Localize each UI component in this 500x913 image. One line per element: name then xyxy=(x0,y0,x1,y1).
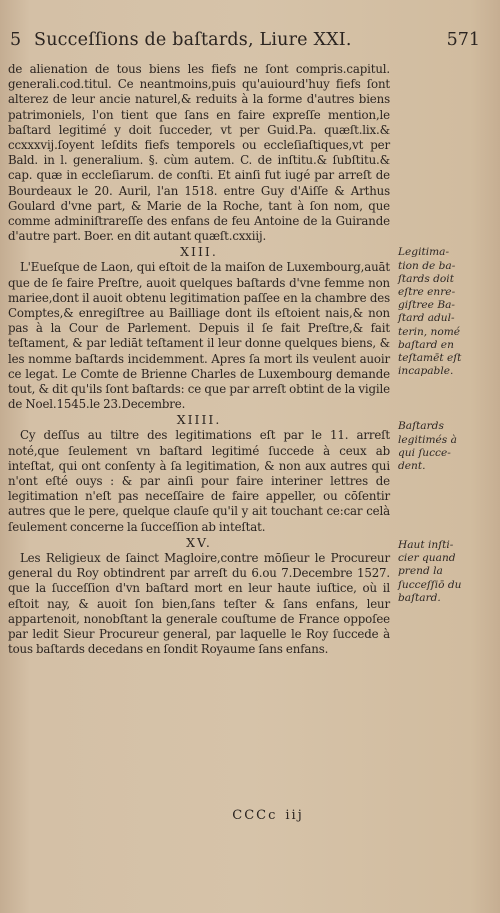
margin-line: eſtre enre- xyxy=(398,286,456,299)
section-numeral: XIII. xyxy=(180,244,218,260)
section-15 xyxy=(8,534,462,657)
margin-line: incapable. xyxy=(398,365,454,378)
margin-line: Baſtards xyxy=(398,420,444,433)
signature-mark xyxy=(0,808,500,823)
margin-line: ſtard adul- xyxy=(398,312,455,325)
paragraph-14: Cy deſſus au tiltre des legitimations eſt par le 11. arreſt noté,que ſeulement vn baſtard legitimé ſuccede à ceux ab inteſtat, qui ont conſenty à ſa legitimation, & non aux autres qui n'ont eſté ouys : & par ainſi pour faire interiner lettres de legitimation n'eſt pas neceſſaire de faire appeller, ou cōſentir autres que le pere, quelque clauſe qu'il y ait touchant ce:car celà ſeulement concerne la ſucceſſion ab inteſtat. xyxy=(8,428,390,534)
margin-line: cier quand xyxy=(398,552,456,565)
page-number: 571 xyxy=(446,30,480,50)
header-number: 5 xyxy=(10,30,22,50)
margin-line: ſtards doit xyxy=(398,272,454,285)
margin-line: tion de ba- xyxy=(398,259,456,272)
margin-line: baſtard. xyxy=(398,591,441,604)
marginal-note-13 xyxy=(398,246,470,378)
margin-line: Legitima- xyxy=(398,246,450,259)
margin-line: Haut inſti- xyxy=(398,538,454,551)
signature-main: CCCc xyxy=(232,808,278,823)
margin-line: giſtree Ba- xyxy=(398,299,455,312)
marginal-note-14 xyxy=(398,420,470,473)
paragraph-13: L'Eueſque de Laon, qui eſtoit de la maiſon de Luxembourg,auāt que de ſe faire Preſtre, auoit quelques baſtards d'vne femme non mariee,dont il auoit obtenu legitimation paſſee en la chambre des Comptes,& enregiſtree au Bailliage dont ils eſtoient nais,& non pas à la Cour de Parlement. Depuis il ſe fait Preſtre,& fait teſtament, & par lediāt teſtament il leur donne quelques biens, & les nomme baſtards incidemment. Apres ſa mort ils veulent auoir ce legat. Le Comte de Brienne Charles de Luxembourg demande tout, & dit qu'ils ſont baſtards: ce que par arreſt obtint de la vigile de Noel.1545.le 23.Decembre. xyxy=(8,260,390,412)
section-numeral: XV. xyxy=(186,534,212,550)
running-header xyxy=(10,30,480,56)
margin-line: prend la xyxy=(398,565,443,578)
section-14 xyxy=(8,412,457,534)
section-numeral: XIIII. xyxy=(176,412,222,428)
margin-line: dent. xyxy=(398,460,426,473)
header-title: Succeſſions de baſtards, Liure XXI. xyxy=(34,30,352,50)
margin-line: baſtard en xyxy=(398,338,454,351)
marginal-note-15 xyxy=(398,539,470,605)
margin-line: legitimés à xyxy=(398,433,457,446)
margin-line: qui ſucce- xyxy=(398,446,451,459)
section-13 xyxy=(8,244,462,412)
paragraph-continuation: de alienation de tous biens les fiefs ne ſont compris.capitul. generali.cod.titul. Ce neantmoins,puis qu'auiourd'huy fiefs ſont alterez de leur ancie naturel,& reduits à la forme d'autres biens patrimoniels, l'on tient que ſans en faire expreſſe mention,le baſtard legitimé y doit ſucceder, vt per Guid.Pa. quæſt.lix.& ccxxxvij.ſoyent leſdits fiefs temporels ou eccleſiaſtiques,vt per Bald. in l. generalium. §. cùm autem. C. de inſtitu.& ſubſtitu.& cap. quæ in eccleſiarum. de conſti. Et ainſi fut iugé par arreſt de Bourdeaux le 20. Auril, l'an 1518. entre Guy d'Aiſſe & Arthus Goulard d'vne part, & Marie de la Roche, tant à ſon nom, que comme adminiſtrareſſe des enfans de feu Antoine de la Guirande d'autre part. Boer. en dit autant quæſt.cxxiij. xyxy=(8,62,390,244)
margin-line: ſucceſſiō du xyxy=(398,578,462,591)
margin-line: teſtamēt eſt xyxy=(398,352,462,365)
signature-sub: iij xyxy=(285,808,304,823)
section-continuation xyxy=(8,62,390,244)
main-text xyxy=(8,62,462,657)
margin-line: terin, nomé xyxy=(398,325,461,338)
paragraph-15: Les Religieux de ſainct Magloire,contre mōſieur le Procureur general du Roy obtindrent par arreſt du 6.ou 7.Decembre 1527. que la ſucceſſion d'vn baſtard mort en leur haute iuſtice, où il eſtoit nay, & auoit ſon bien,ſans teſter & ſans enfans, leur appartenoit, nonobſtant la generale couſtume de France oppoſee par ledit Sieur Procureur general, par laquelle le Roy ſuccede à tous baſtards decedans en ſondit Royaume ſans enfans. xyxy=(8,550,390,657)
